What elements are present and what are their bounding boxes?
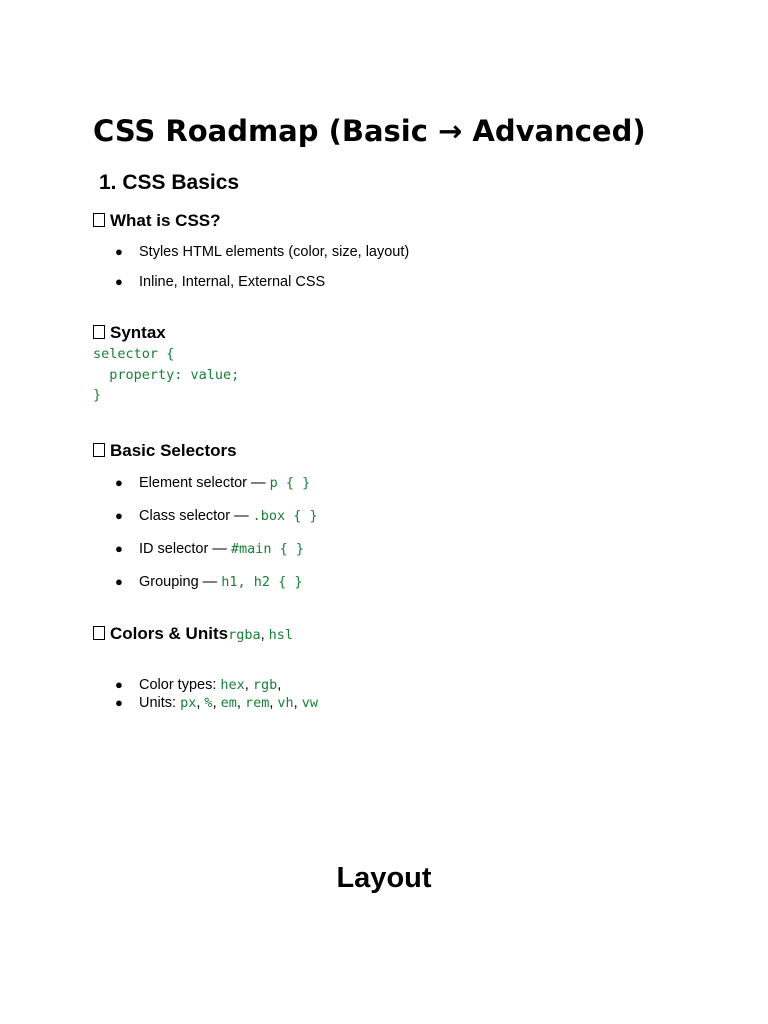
- inline-code: rgb: [252, 677, 278, 693]
- inline-code: vh: [277, 695, 294, 711]
- inline-code: #main { }: [230, 541, 305, 557]
- missing-glyph-icon: [93, 325, 105, 339]
- list-item: ● Class selector — .box { }: [115, 508, 318, 524]
- inline-code: hsl: [268, 627, 294, 643]
- subheading-label: Syntax: [110, 323, 166, 342]
- subheading-label: What is CSS?: [110, 211, 221, 230]
- bullet-icon: ●: [115, 677, 123, 692]
- syntax-code-block: selector { property: value; }: [93, 346, 240, 403]
- section-heading-css-basics: 1. CSS Basics: [99, 171, 240, 194]
- missing-glyph-icon: [93, 213, 105, 227]
- bullet-icon: ●: [115, 574, 123, 589]
- list-item: ● Styles HTML elements (color, size, layout): [115, 244, 410, 260]
- inline-code: rem: [244, 695, 270, 711]
- bullet-icon: ●: [115, 695, 123, 710]
- subheading-colors-units: Colors & Unitsrgba, hsl: [93, 624, 293, 644]
- bullet-icon: ●: [115, 475, 123, 490]
- inline-code: em: [220, 695, 237, 711]
- list-item: ● Grouping — h1, h2 { }: [115, 574, 303, 590]
- bullet-icon: ●: [115, 244, 123, 259]
- inline-code: %: [204, 695, 213, 711]
- inline-code: px: [180, 695, 197, 711]
- list-item: ● ID selector — #main { }: [115, 541, 305, 557]
- subheading-label: Basic Selectors: [110, 441, 237, 460]
- inline-code: .box { }: [252, 508, 318, 524]
- bullet-icon: ●: [115, 508, 123, 523]
- inline-code: vw: [301, 695, 318, 711]
- subheading-syntax: [93, 323, 166, 343]
- list-item-units: ● Units: px, %, em, rem, vh, vw: [115, 695, 318, 711]
- missing-glyph-icon: [93, 443, 105, 457]
- section-heading-layout: Layout: [336, 862, 432, 894]
- inline-code: h1, h2 { }: [221, 574, 303, 590]
- page-title: CSS Roadmap (Basic → Advanced): [93, 114, 646, 148]
- list-item-color-types: ● Color types: hex, rgb,: [115, 677, 282, 693]
- subheading-label: Colors & Units: [110, 624, 229, 643]
- inline-code: rgba: [228, 627, 261, 643]
- subheading-basic-selectors: [93, 441, 237, 461]
- inline-code: hex: [220, 677, 245, 693]
- inline-code: p { }: [269, 475, 311, 491]
- list-item: ● Element selector — p { }: [115, 475, 311, 491]
- subheading-what-is-css: [93, 211, 221, 231]
- list-item: ● Inline, Internal, External CSS: [115, 274, 326, 290]
- missing-glyph-icon: [93, 626, 105, 640]
- bullet-icon: ●: [115, 541, 123, 556]
- bullet-icon: ●: [115, 274, 123, 289]
